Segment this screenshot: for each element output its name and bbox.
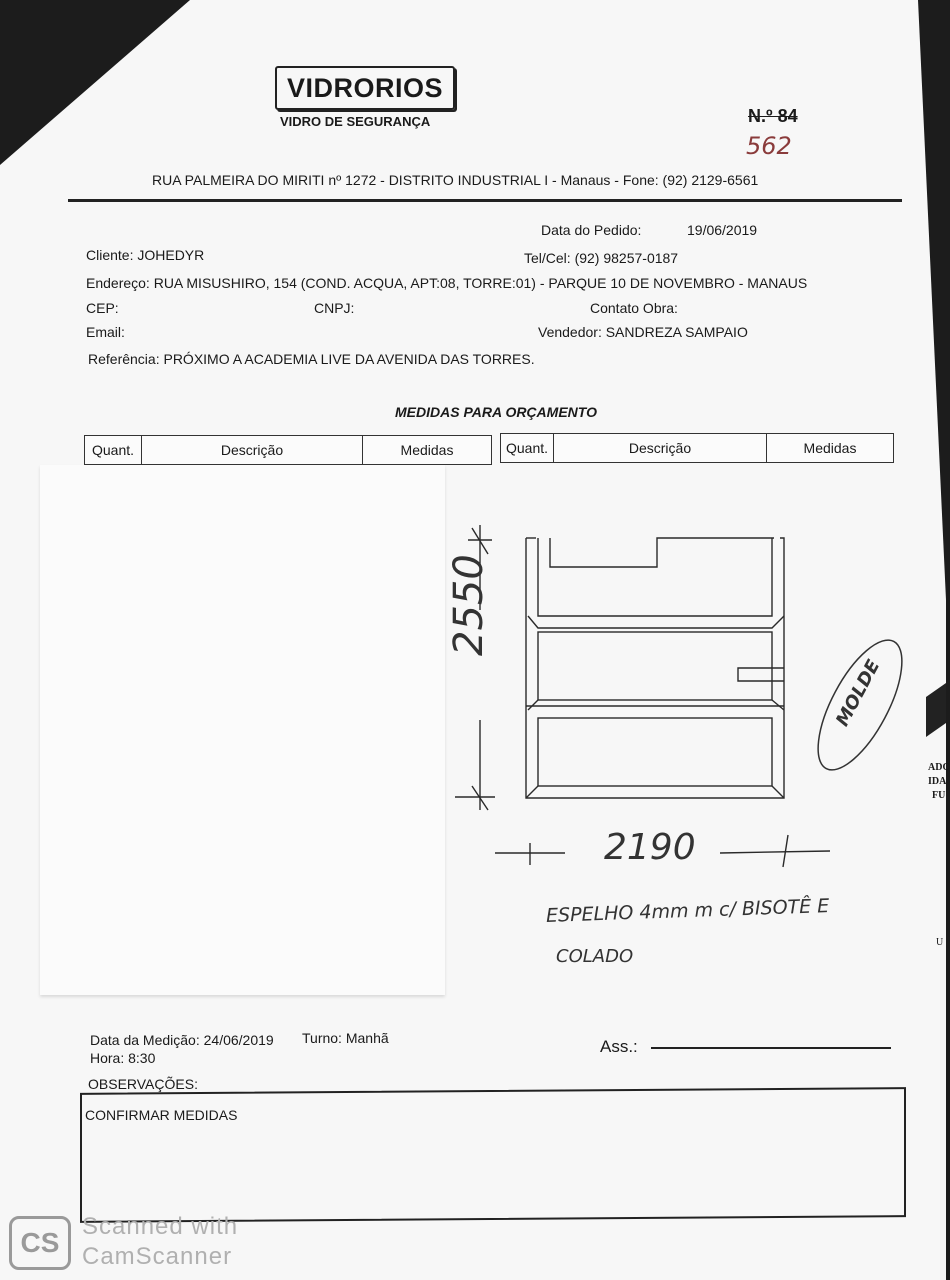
measures-table-left [84,435,492,465]
column-header: Quant. [501,434,554,462]
client-phone: Tel/Cel: (92) 98257-0187 [524,250,679,266]
column-header: Descrição [142,436,363,464]
signature-label: Ass.: [600,1037,638,1056]
observations-label: OBSERVAÇÕES: [88,1076,198,1092]
camscanner-logo-text: CS [20,1227,60,1258]
measure-hour: Hora: 8:30 [90,1050,156,1066]
order-date-label: Data do Pedido: [541,222,642,238]
overlapping-paper [40,465,445,995]
client-address: Endereço: RUA MISUSHIRO, 154 (COND. ACQUA, APT:08, TORRE:01) - PARQUE 10 DE NOVEMBRO - MANAUS [86,275,808,291]
printed-number: N.º 84 [748,106,798,126]
seller-name: Vendedor: SANDREZA SAMPAIO [538,324,748,340]
column-header: Medidas [803,440,857,456]
company-logo: VIDRORIOS [275,66,455,110]
width-label: 2190 [604,827,696,868]
cep-label: CEP: [86,300,119,316]
signature-line [651,1047,891,1049]
company-address: RUA PALMEIRA DO MIRITI nº 1272 - DISTRITO INDUSTRIAL I - Manaus - Fone: (92) 2129-6561 [152,172,759,188]
camscanner-logo [9,1216,71,1270]
measures-title: MEDIDAS PARA ORÇAMENTO [395,404,597,420]
header-divider [68,199,902,202]
watermark-line1: Scanned with [82,1213,239,1240]
height-label: 2550 [446,554,492,656]
reference-text: Referência: PRÓXIMO A ACADEMIA LIVE DA AVENIDA DAS TORRES. [88,351,535,367]
contact-label: Contato Obra: [590,300,678,316]
measures-table-right [500,433,894,463]
order-date-value: 19/06/2019 [687,222,758,238]
stamp-text: MOLDE [832,656,885,730]
fragment-text: U [936,937,944,948]
company-tagline: VIDRO DE SEGURANÇA [280,114,431,129]
measure-date: Data da Medição: 24/06/2019 [90,1032,274,1048]
column-header: Medidas [400,442,454,458]
handwritten-number: 562 [746,132,792,160]
handwritten-note-line2: COLADO [556,946,634,967]
fragment-text: ADC [928,762,950,773]
handwritten-note-line1: ESPELHO 4mm m c/ BISOTÊ E [545,895,830,927]
email-label: Email: [86,324,125,340]
column-header: Descrição [554,434,767,462]
measure-shift: Turno: Manhã [302,1030,389,1046]
watermark-line2: CamScanner [82,1243,233,1270]
column-header: Quant. [85,436,142,464]
fragment-text: FU [932,790,946,801]
cnpj-label: CNPJ: [314,300,355,316]
client-name: Cliente: JOHEDYR [86,247,205,263]
observations-text: CONFIRMAR MEDIDAS [85,1107,238,1123]
fragment-text: IDA [928,776,947,787]
